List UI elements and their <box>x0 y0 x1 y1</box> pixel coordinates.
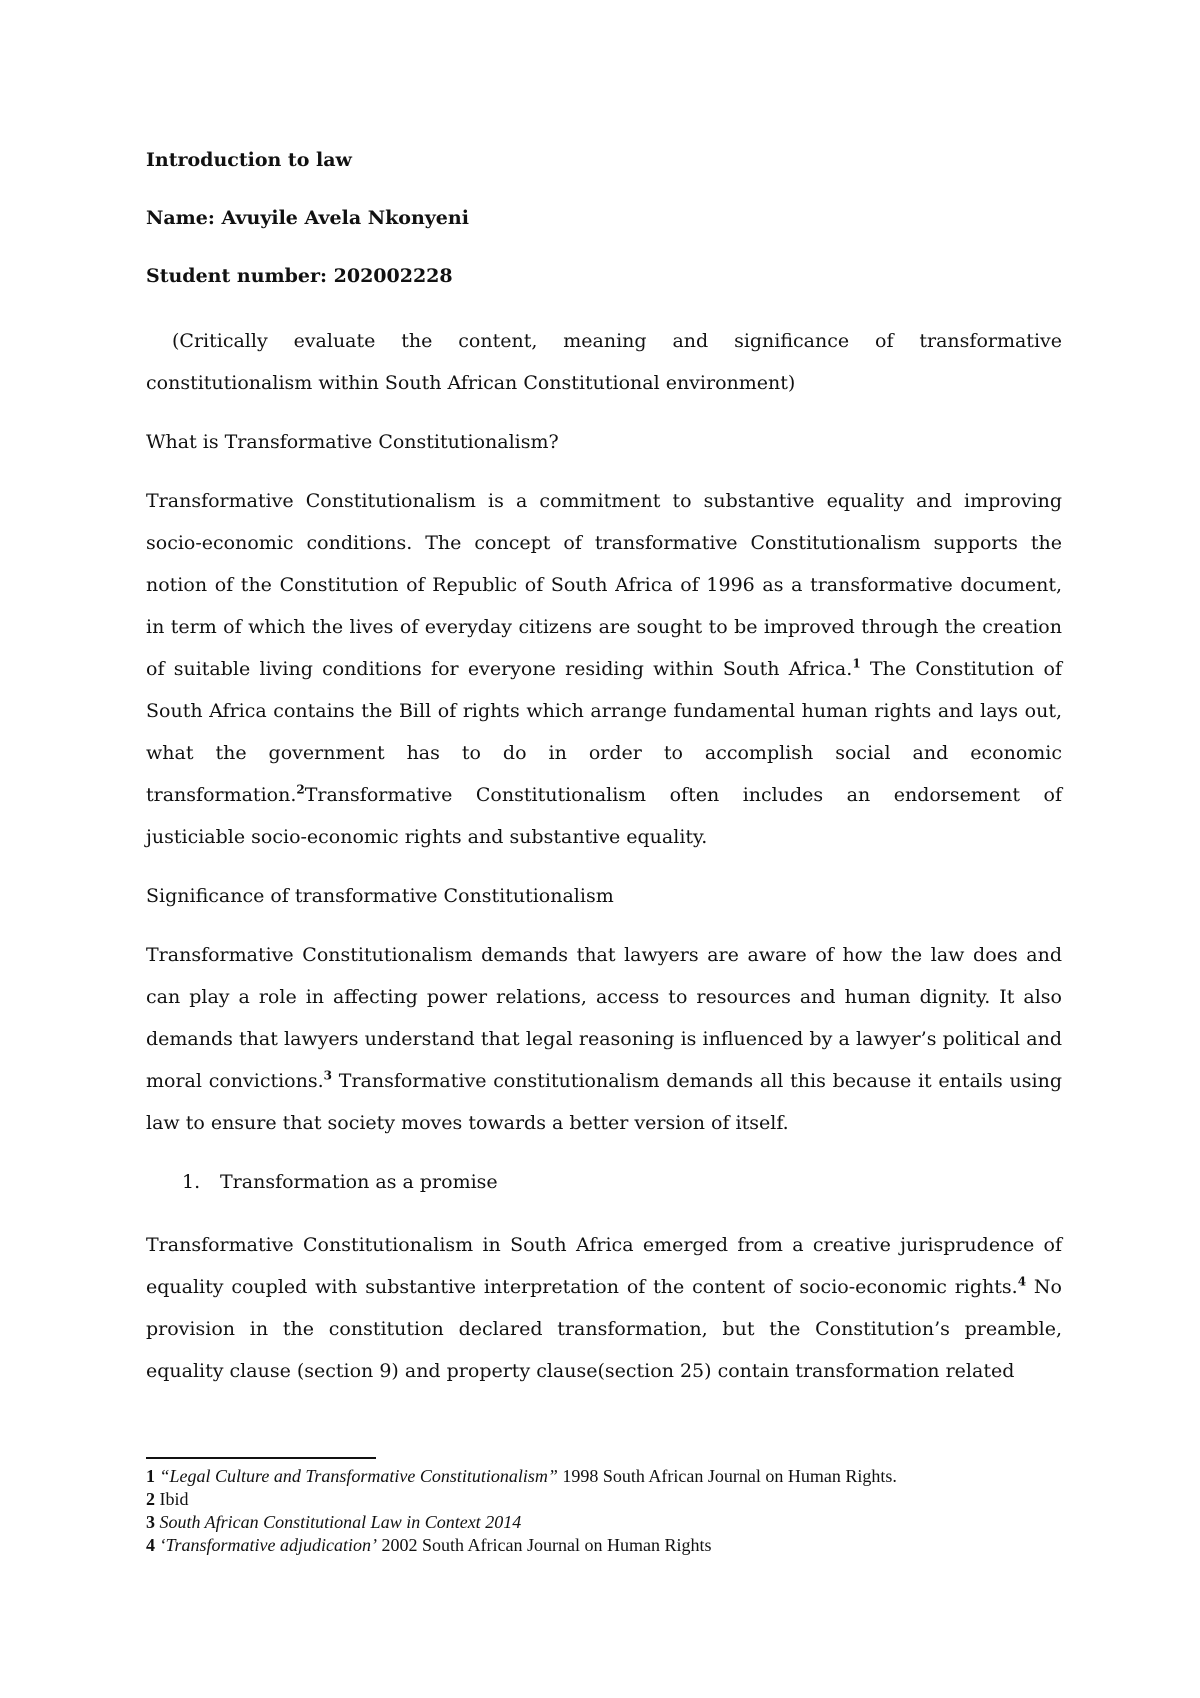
footnote-number: 4 <box>146 1535 155 1555</box>
paragraph-text: Transformative constitutionalism demands all this because it entails using law to ensure that society moves towards a better version of itself. <box>146 1070 1062 1134</box>
student-number: Student number: 202002228 <box>146 265 453 287</box>
footnote-1 <box>146 1465 1062 1488</box>
paragraph-promise <box>146 1224 1062 1392</box>
footnote-number: 2 <box>146 1489 155 1509</box>
section-heading-significance: Significance of transformative Constitutionalism <box>146 885 614 907</box>
list-number: 1. <box>182 1171 201 1193</box>
footnote-2 <box>146 1488 1062 1511</box>
paragraph-text: Transformative Constitutionalism is a commitment to substantive equality and improving socio-economic conditions. The concept of transformative Constitutionalism supports the notion of the Constitution of Republic of South Africa of 1996 as a transformative document, in term of which the lives of everyday citizens are sought to be improved through the creation of suitable living conditions for everyone residing within South Africa. <box>146 490 1062 680</box>
footnote-ref-1[interactable]: 1 <box>852 656 861 671</box>
paragraph-significance <box>146 934 1062 1144</box>
student-name: Name: Avuyile Avela Nkonyeni <box>146 207 469 229</box>
list-label: Transformation as a promise <box>220 1171 498 1193</box>
footnote-3 <box>146 1511 1062 1534</box>
footnote-4 <box>146 1534 1062 1557</box>
section-heading-what-is: What is Transformative Constitutionalism? <box>146 431 559 453</box>
footnote-ref-2[interactable]: 2 <box>296 782 305 797</box>
assignment-question: (Critically evaluate the content, meaning and significance of transformative constitutionalism within South African Constitutional environment) <box>146 330 1062 394</box>
footnote-text: 1998 South African Journal on Human Rights. <box>557 1466 897 1486</box>
paragraph-text: Transformative Constitutionalism demands that lawyers are aware of how the law does and can play a role in affecting power relations, access to resources and human dignity. It also demands that lawyers understand that legal reasoning is influenced by a lawyer’s political and moral convictions. <box>146 944 1062 1092</box>
footnote-ref-4[interactable]: 4 <box>1017 1274 1027 1289</box>
paragraph-text: Transformative Constitutionalism often includes an endorsement of justiciable socio-economic rights and substantive equality. <box>146 784 1062 848</box>
document-body <box>146 146 1062 1392</box>
paragraph-text: The Constitution of South Africa contains the Bill of rights which arrange fundamental human rights and lays out, what the government has to do in order to accomplish social and economic transformation. <box>146 658 1062 806</box>
footnote-text: Ibid <box>155 1489 189 1509</box>
footnote-number: 3 <box>146 1512 155 1532</box>
document-title: Introduction to law <box>146 149 352 171</box>
footnotes <box>146 1457 1062 1557</box>
paragraph-text: Transformative Constitutionalism in South Africa emerged from a creative jurisprudence of equality coupled with substantive interpretation of the content of socio-economic rights. <box>146 1234 1062 1298</box>
footnote-ref-3[interactable]: 3 <box>323 1068 333 1083</box>
footnote-title: South African Constitutional Law in Context 2014 <box>155 1512 522 1532</box>
footnote-number: 1 <box>146 1466 155 1486</box>
footnote-text: 2002 South African Journal on Human Rights <box>377 1535 712 1555</box>
paragraph-definition <box>146 480 1062 858</box>
footnote-title: “Legal Culture and Transformative Constitutionalism” <box>159 1466 558 1486</box>
paragraph-text: No provision in the constitution declared transformation, but the Constitution’s preamble, equality clause (section 9) and property clause(section 25) contain transformation related <box>146 1276 1062 1382</box>
list-item <box>182 1168 1062 1196</box>
footnote-separator <box>146 1457 376 1459</box>
footnote-title: ‘Transformative adjudication’ <box>155 1535 377 1555</box>
